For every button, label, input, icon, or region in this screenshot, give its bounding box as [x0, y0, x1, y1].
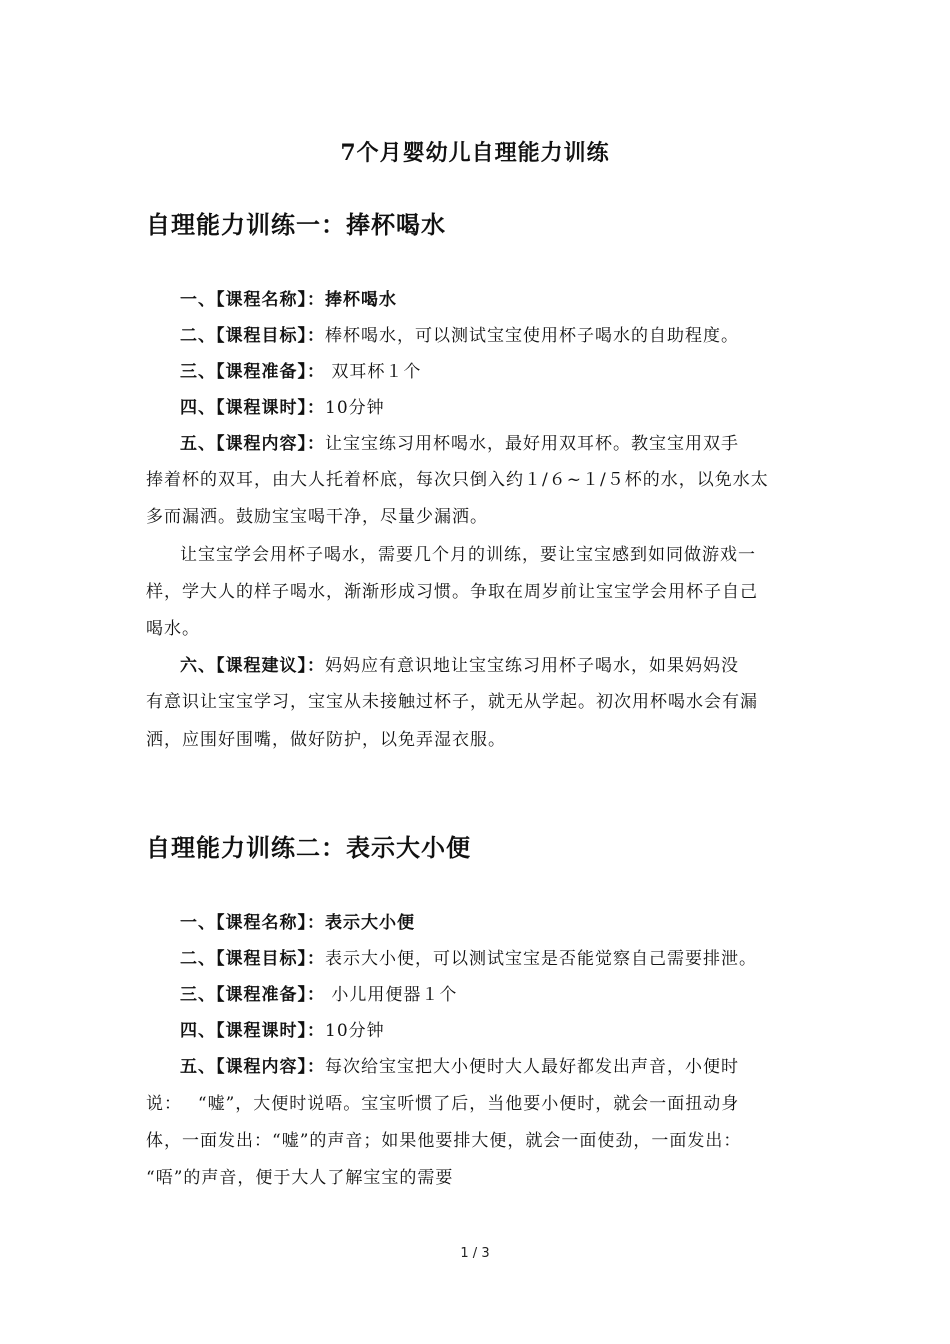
course-prep-row: [180, 360, 848, 384]
item-label: 一、【课程名称】：: [180, 290, 325, 310]
course-goal-row: [180, 947, 848, 971]
course-content-row: [180, 432, 848, 456]
item-value: 妈妈应有意识地让宝宝练习用杯子喝水，如果妈妈没: [325, 656, 739, 676]
page-title: 7个月婴幼儿自理能力训练: [340, 140, 610, 166]
course-duration-row: [180, 396, 848, 420]
body-text-line: 捧着杯的双耳，由大人托着杯底，每次只倒入约１/６~１/５杯的水，以免水太: [146, 470, 769, 490]
course-name-row: [180, 911, 848, 935]
course-goal-row: [180, 324, 848, 348]
item-value: 每次给宝宝把大小便时大人最好都发出声音，小便时: [325, 1057, 739, 1077]
course-prep-row: [180, 983, 848, 1007]
item-value: 让宝宝练习用杯喝水，最好用双耳杯。教宝宝用双手: [325, 434, 739, 454]
item-label: 五、【课程内容】：: [180, 1057, 325, 1077]
section-heading-1: 自理能力训练一：捧杯喝水: [146, 211, 446, 239]
item-value: 捧杯喝水: [325, 290, 397, 310]
body-text-line: 说： “嘘”，大便时说唔。宝宝听惯了后，当他要小便时，就会一面扭动身: [146, 1094, 740, 1114]
body-text-line: 喝水。: [146, 619, 200, 639]
item-label: 三、【课程准备】：: [180, 362, 325, 382]
section-heading-2: 自理能力训练二：表示大小便: [146, 834, 471, 862]
body-text-line: 体，一面发出：“嘘”的声音；如果他要排大便，就会一面使劲，一面发出：: [146, 1131, 742, 1151]
item-value: 表示大小便: [325, 913, 415, 933]
course-content-row: [180, 1055, 848, 1079]
course-advice-row: [180, 654, 848, 678]
item-label: 五、【课程内容】：: [180, 434, 325, 454]
body-text-line: 样，学大人的样子喝水，渐渐形成习惯。争取在周岁前让宝宝学会用杯子自己: [146, 582, 758, 602]
course-name-row: [180, 288, 848, 312]
item-value: 10分钟: [325, 398, 385, 418]
course-duration-row: [180, 1019, 848, 1043]
body-text-line: “唔”的声音，便于大人了解宝宝的需要: [146, 1168, 454, 1188]
body-text-line: 让宝宝学会用杯子喝水，需要几个月的训练，要让宝宝感到如同做游戏一: [180, 545, 756, 565]
item-label: 二、【课程目标】：: [180, 326, 325, 346]
item-value: 棒杯喝水，可以测试宝宝使用杯子喝水的自助程度。: [325, 326, 739, 346]
item-label: 六、【课程建议】：: [180, 656, 325, 676]
item-value: 10分钟: [325, 1021, 385, 1041]
body-text-line: 多而漏洒。鼓励宝宝喝干净，尽量少漏洒。: [146, 507, 488, 527]
page-number: 1 / 3: [460, 1246, 490, 1261]
item-value: 表示大小便，可以测试宝宝是否能觉察自己需要排泄。: [325, 949, 757, 969]
body-text-line: 有意识让宝宝学习，宝宝从未接触过杯子，就无从学起。初次用杯喝水会有漏: [146, 692, 758, 712]
body-text-line: 洒，应围好围嘴，做好防护，以免弄湿衣服。: [146, 730, 506, 750]
item-label: 一、【课程名称】：: [180, 913, 325, 933]
item-label: 三、【课程准备】：: [180, 985, 325, 1005]
item-label: 四、【课程课时】：: [180, 1021, 325, 1041]
item-label: 四、【课程课时】：: [180, 398, 325, 418]
item-value: 双耳杯１个: [325, 362, 422, 382]
item-value: 小儿用便器１个: [325, 985, 458, 1005]
item-label: 二、【课程目标】：: [180, 949, 325, 969]
